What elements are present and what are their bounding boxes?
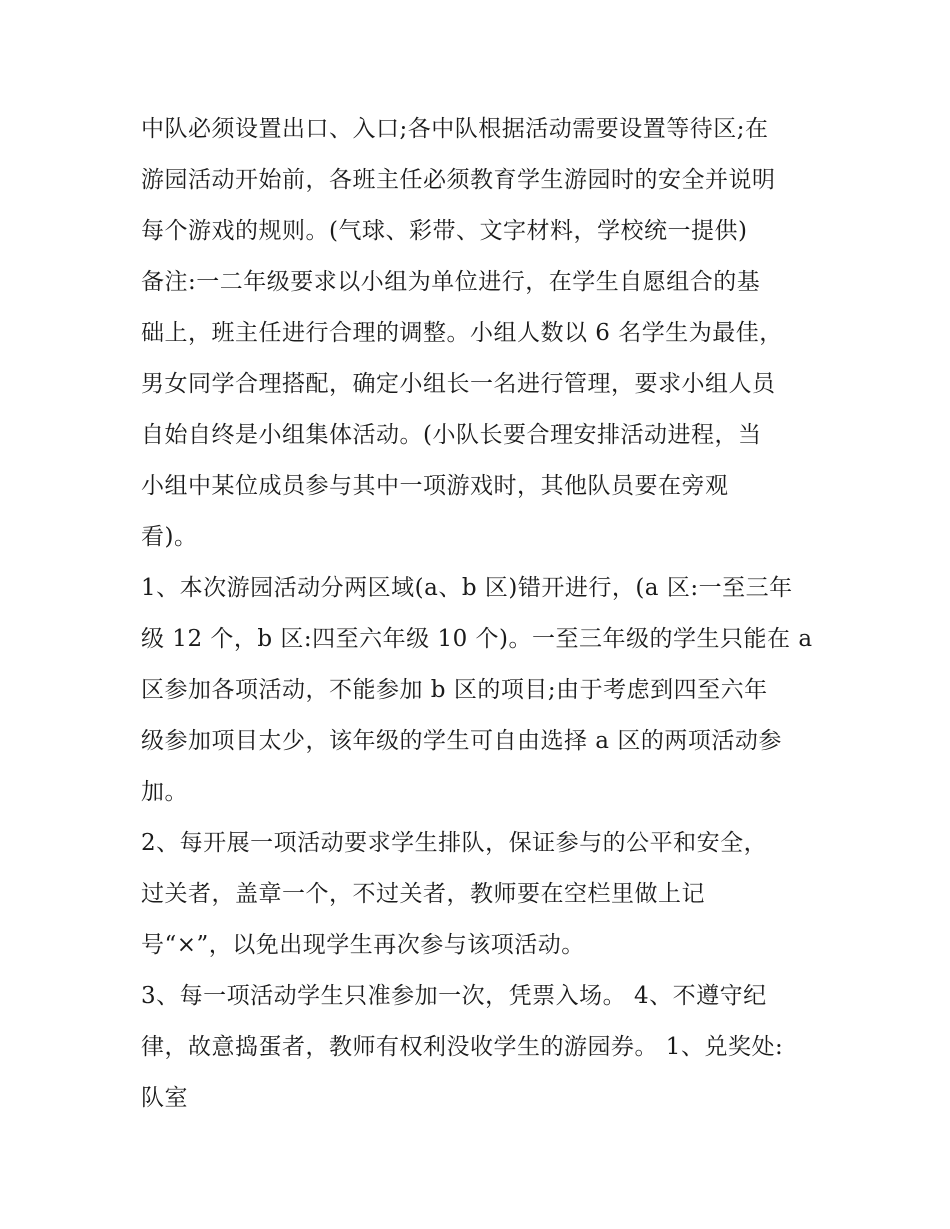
text-line: 每个游戏的规则。(气球、彩带、文字材料，学校统一提供) [141,218,748,244]
text-line: 2、每开展一项活动要求学生排队，保证参与的公平和安全， [141,830,768,856]
text-line: 区参加各项活动，不能参加 b 区的项目;由于考虑到四至六年 [141,677,768,703]
text-line: 看)。 [141,524,198,550]
text-line: 础上，班主任进行合理的调整。小组人数以 6 名学生为最佳， [141,320,783,346]
text-line: 加。 [141,779,188,805]
text-line: 小组中某位成员参与其中一项游戏时，其他队员要在旁观 [141,473,729,499]
text-line: 队室 [141,1085,188,1111]
text-line: 律，故意捣蛋者，教师有权利没收学生的游园券。 1、兑奖处: [141,1034,784,1060]
text-line: 中队必须设置出口、入口;各中队根据活动需要设置等待区;在 [141,116,769,142]
text-line: 3、每一项活动学生只准参加一次，凭票入场。 4、不遵守纪 [141,983,767,1009]
text-line: 1、本次游园活动分两区域(a、b 区)错开进行，(a 区:一至三年 [141,575,793,601]
text-line: 男女同学合理搭配，确定小组长一名进行管理，要求小组人员 [141,371,776,397]
text-line: 级参加项目太少，该年级的学生可自由选择 a 区的两项活动参 [141,728,782,754]
text-line: 备注:一二年级要求以小组为单位进行，在学生自愿组合的基 [141,269,761,295]
text-line: 级 12 个，b 区:四至六年级 10 个)。一至三年级的学生只能在 a [141,626,813,652]
body-text [141,104,821,1124]
text-line: 号“×”，以免出现学生再次参与该项活动。 [141,932,585,958]
text-line: 过关者，盖章一个，不过关者，教师要在空栏里做上记 [141,881,705,907]
text-line: 自始自终是小组集体活动。(小队长要合理安排活动进程，当 [141,422,762,448]
text-line: 游园活动开始前，各班主任必须教育学生游园时的安全并说明 [141,167,776,193]
